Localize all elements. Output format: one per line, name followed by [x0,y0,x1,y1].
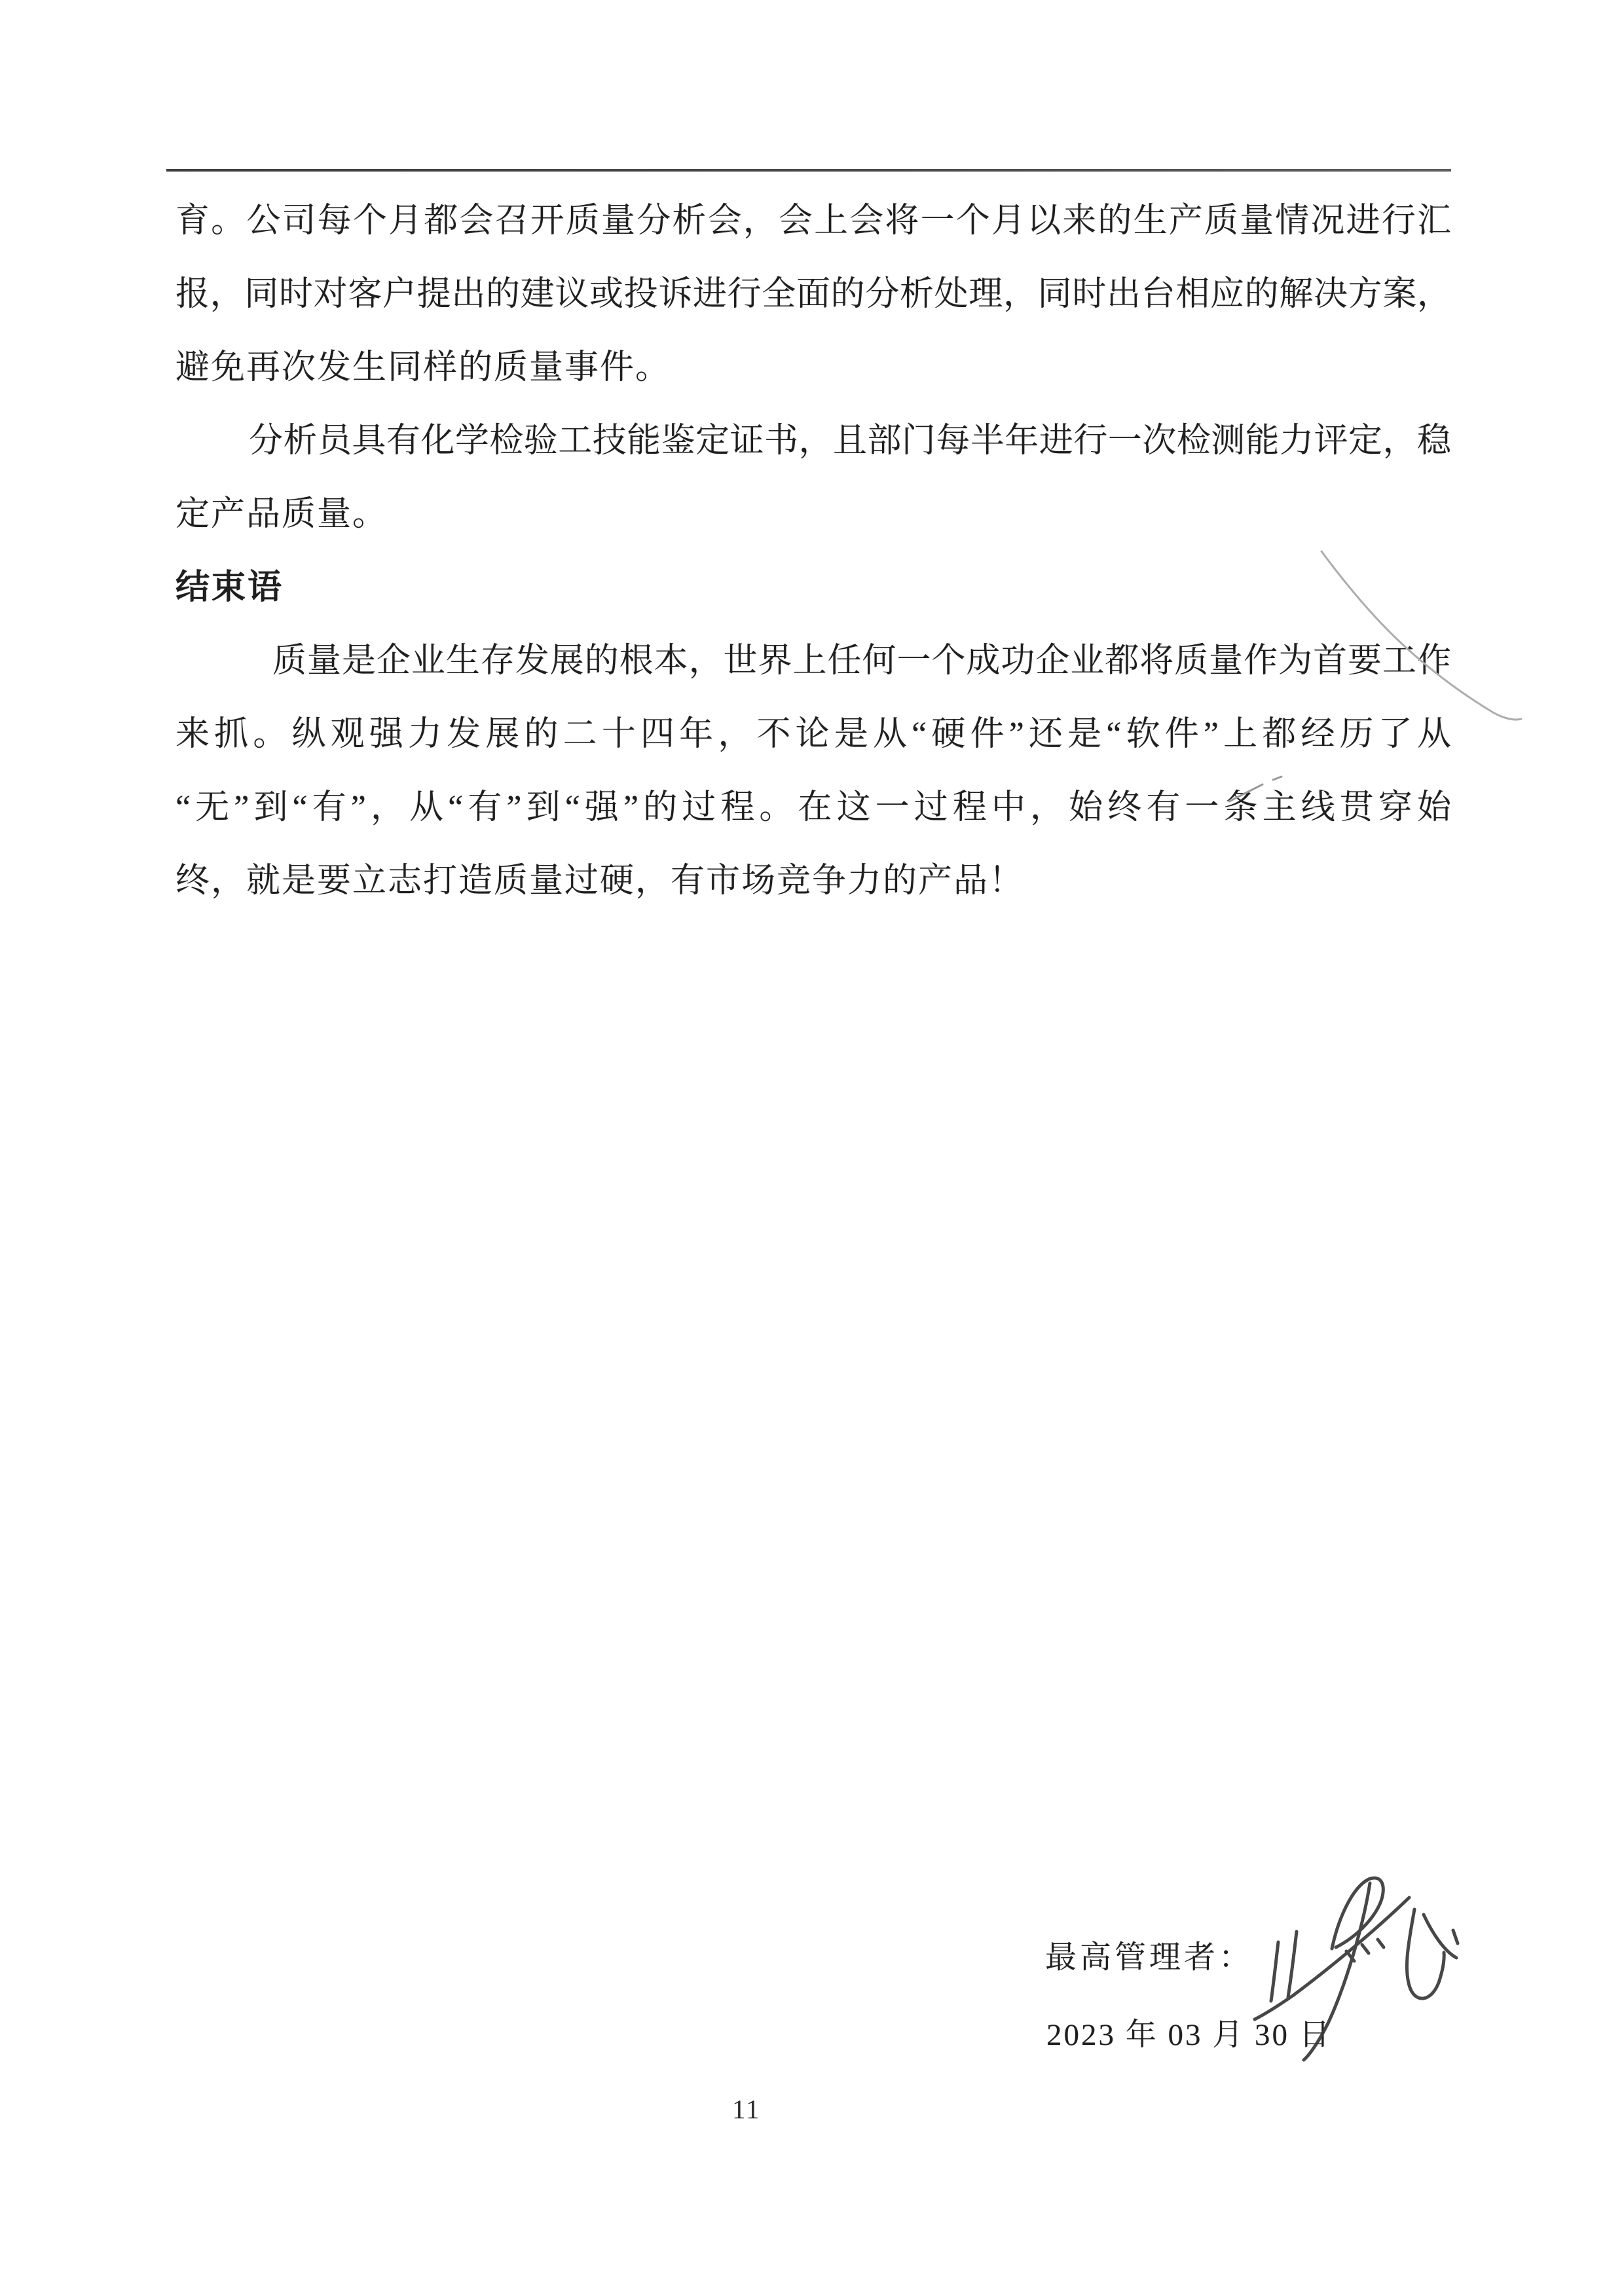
body-line: 避免再次发生同样的质量事件。 [175,349,671,386]
section-heading: 结束语 [175,569,284,606]
body-line: 育。公司每个月都会召开质量分析会，会上会将一个月以来的生产质量情况进行汇 [175,202,1451,240]
document-body [175,185,1451,918]
body-line: 质量是企业生存发展的根本，世界上任何一个成功企业都将质量作为首要工作 [272,642,1451,680]
signature-date: 2023 年 03 月 30 日 [1046,2018,1332,2052]
body-line: 来抓。纵观强力发展的二十四年，不论是从“硬件”还是“软件”上都经历了从 [175,716,1451,753]
body-line: 定产品质量。 [175,496,388,533]
body-line: 分析员具有化学检验工技能鉴定证书，且部门每半年进行一次检测能力评定，稳 [249,422,1451,460]
page-number: 11 [732,2094,761,2124]
header-divider-line [166,169,1451,172]
top-manager-label: 最高管理者： [1045,1940,1254,1975]
body-line: 终，就是要立志打造质量过硬，有市场竞争力的产品！ [175,862,1025,900]
body-line: “无”到“有”，从“有”到“强”的过程。在这一过程中，始终有一条主线贯穿始 [175,789,1451,826]
body-line: 报，同时对客户提出的建议或投诉进行全面的分析处理，同时出台相应的解决方案， [175,276,1451,313]
